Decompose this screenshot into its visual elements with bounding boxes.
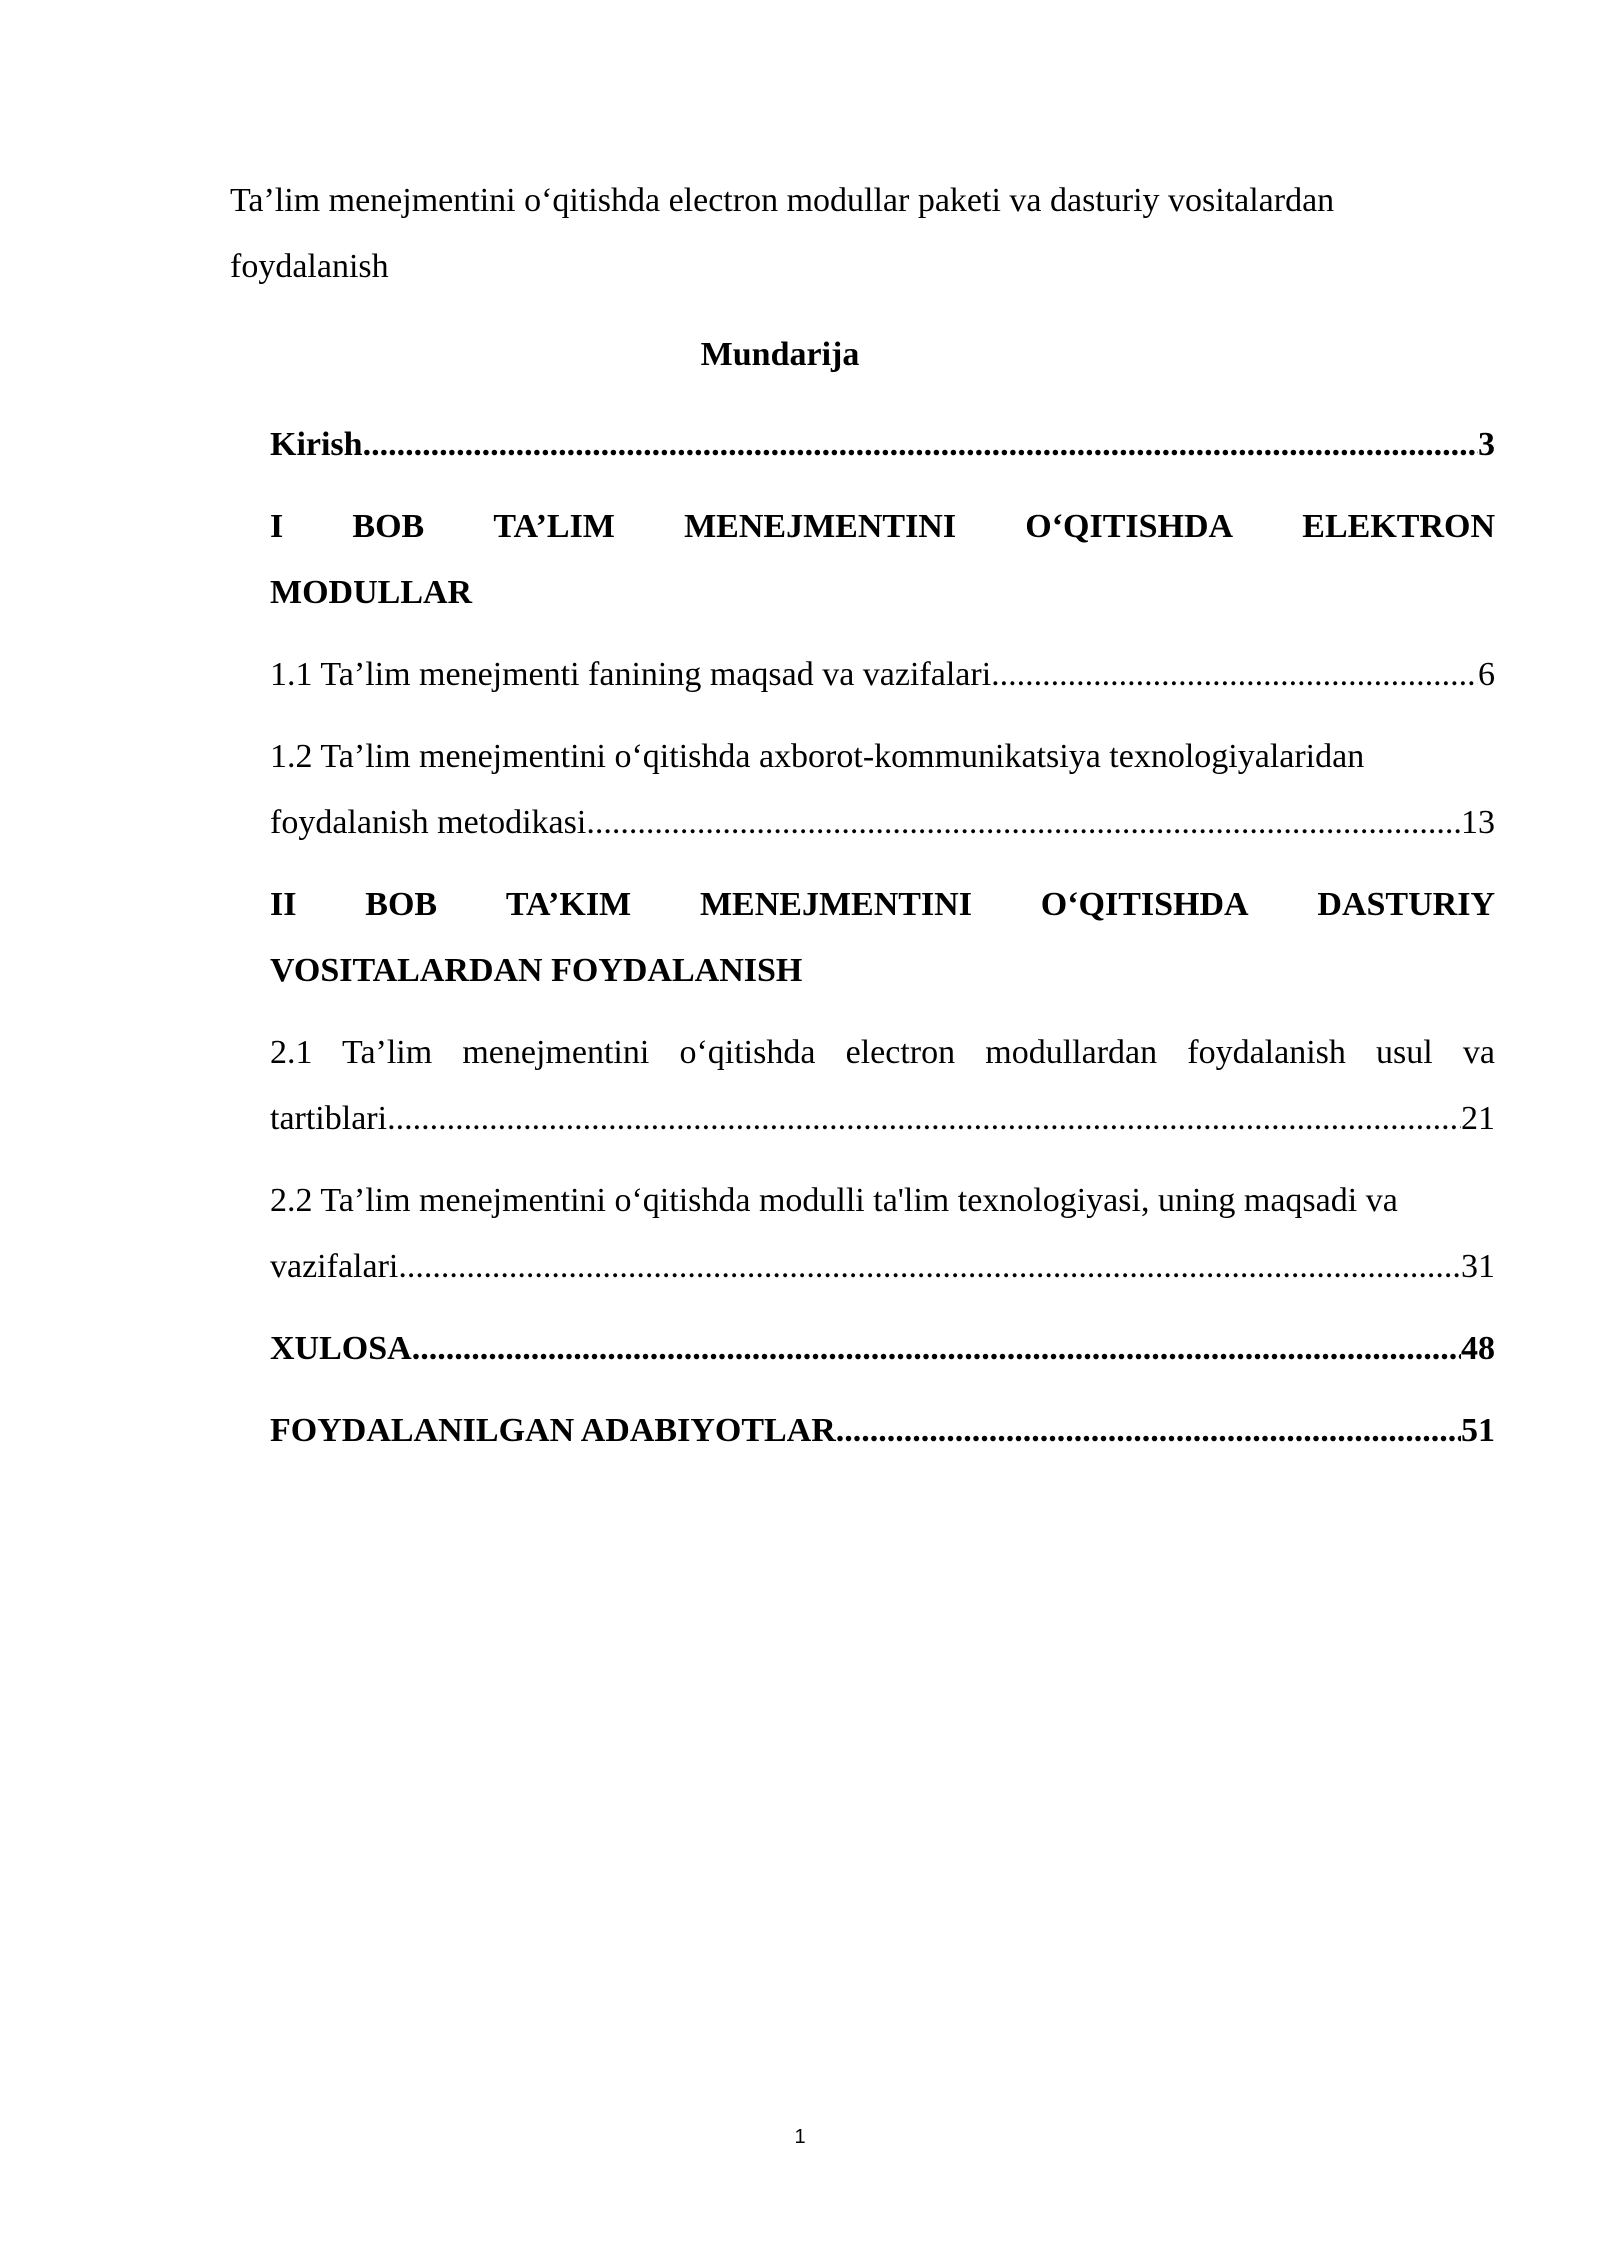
page-number: 1 — [794, 2126, 806, 2148]
dot-leader — [586, 790, 1461, 856]
chapter-word: MENEJMENTINI — [699, 886, 972, 923]
chapter-word: DASTURIY — [1317, 886, 1495, 923]
toc-entry-kirish[interactable] — [270, 412, 1495, 478]
chapter-word: BOB — [365, 886, 438, 923]
toc-entry-page: 6 — [1478, 656, 1495, 693]
title-line-2: foydalanish — [230, 248, 389, 285]
chapter-word: MENEJMENTINI — [684, 508, 957, 545]
chapter-word: TA’KIM — [505, 886, 632, 923]
chapter-word: II — [270, 886, 297, 923]
toc-entry-page: 21 — [1461, 1100, 1495, 1137]
toc-entry-page: 51 — [1461, 1412, 1495, 1449]
toc-entry-label: foydalanish metodikasi — [270, 804, 587, 841]
toc-chapter-1[interactable] — [270, 494, 1495, 626]
chapter-word: ELEKTRON — [1302, 508, 1495, 545]
dot-leader — [991, 642, 1478, 708]
dot-leader — [836, 1398, 1461, 1464]
table-of-contents — [270, 412, 1495, 1480]
chapter-1-line-1 — [270, 494, 1495, 560]
chapter-word: O‘QITISHDA — [1040, 886, 1249, 923]
toc-entry-line-1: 2.1 Ta’lim menejmentini o‘qitishda electron modullardan foydalanish usul va — [270, 1034, 1495, 1071]
toc-entry-label: XULOSA — [270, 1330, 412, 1367]
toc-entry-2-2[interactable] — [270, 1168, 1495, 1300]
dot-leader — [387, 1086, 1461, 1152]
toc-entry-line-2 — [270, 790, 1495, 856]
dot-leader — [412, 1316, 1461, 1382]
toc-entry-page: 13 — [1461, 804, 1495, 841]
toc-entry-line-1: 2.2 Ta’lim menejmentini o‘qitishda modulli ta'lim texnologiyasi, uning maqsadi va — [270, 1182, 1398, 1219]
toc-entry-1-2[interactable] — [270, 724, 1495, 856]
toc-entry-line-2 — [270, 1234, 1495, 1300]
chapter-2-line-1 — [270, 872, 1495, 938]
toc-entry-page: 3 — [1478, 426, 1495, 463]
toc-entry-label: vazifalari — [270, 1248, 399, 1285]
chapter-word: I — [270, 508, 284, 545]
toc-heading: Mundarija — [700, 336, 860, 373]
dot-leader — [398, 1234, 1461, 1300]
toc-entry-label: FOYDALANILGAN ADABIYOTLAR — [270, 1412, 836, 1449]
chapter-word: TA’LIM — [493, 508, 615, 545]
chapter-1-line-2: MODULLAR — [270, 574, 473, 611]
toc-entry-xulosa[interactable] — [270, 1316, 1495, 1382]
toc-entry-page: 48 — [1461, 1330, 1495, 1367]
dot-leader — [363, 412, 1478, 478]
document-title — [230, 168, 1490, 300]
toc-entry-line-1: 1.2 Ta’lim menejmentini o‘qitishda axborot-kommunikatsiya texnologiyalaridan — [270, 738, 1365, 775]
toc-entry-label: tartiblari — [270, 1100, 388, 1137]
toc-chapter-2[interactable] — [270, 872, 1495, 1004]
title-line-1: Ta’lim menejmentini o‘qitishda electron modullar paketi va dasturiy vositalardan — [230, 182, 1335, 219]
toc-entry-label: 1.1 Ta’lim menejmenti fanining maqsad va vazifalari — [270, 656, 992, 693]
toc-entry-adabiyotlar[interactable] — [270, 1398, 1495, 1464]
chapter-word: O‘QITISHDA — [1025, 508, 1234, 545]
chapter-2-line-2: VOSITALARDAN FOYDALANISH — [270, 952, 803, 989]
toc-entry-1-1[interactable] — [270, 642, 1495, 708]
toc-entry-line-2 — [270, 1086, 1495, 1152]
chapter-word: BOB — [352, 508, 425, 545]
toc-entry-label: Kirish — [270, 426, 363, 463]
toc-entry-page: 31 — [1461, 1248, 1495, 1285]
toc-entry-2-1[interactable] — [270, 1020, 1495, 1152]
